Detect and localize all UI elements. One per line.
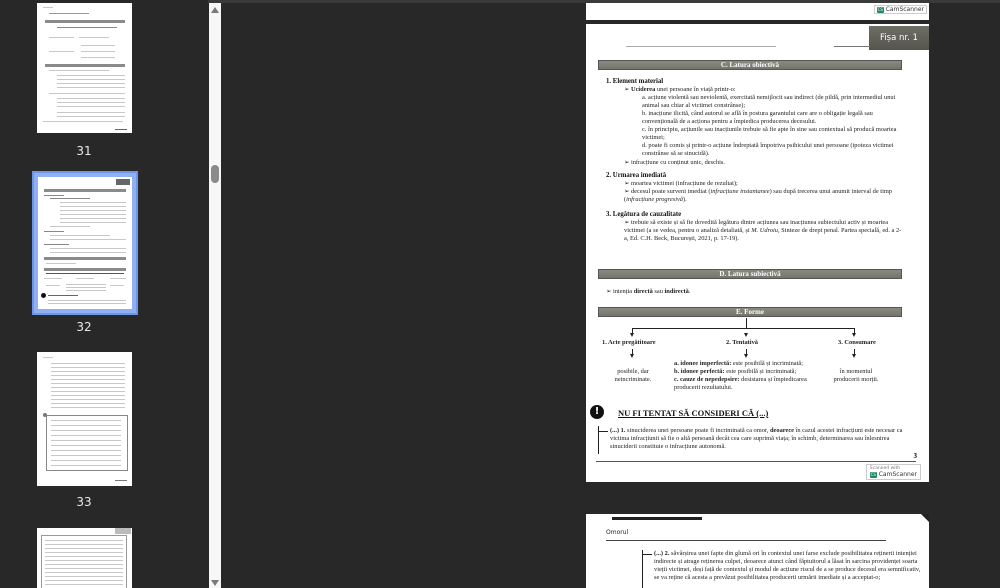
camscanner-logo-icon: CS — [870, 471, 876, 477]
bullet-decesul: ➢ decesul poate surveni imediat (infracțiune instantanee) sau după trecerea unui anumit interval de timp (infracțiune progresivă). — [624, 188, 893, 203]
arrow-down-icon — [852, 333, 856, 337]
item-c: c. în principiu, acțiunile sau inacțiunile trebuie să fie apte în sine sau contextual să producă moartea victimei; — [642, 126, 897, 141]
scroll-up-arrow-icon[interactable] — [211, 7, 219, 13]
thumbnail-sidebar — [0, 0, 208, 588]
item-b: b. inacțiune ilicită, când autorul se află în postura garantului care are o obligație legală sau convențională de a acționa pentru a împiedica producerea decesului. — [642, 110, 873, 125]
scroll-down-arrow-icon[interactable] — [211, 580, 219, 586]
document-page-current — [586, 24, 929, 482]
section-e-header: E. Forme — [598, 307, 902, 317]
form-consumare: 3. Consumare — [838, 339, 876, 346]
bullet-legatura: ➢ trebuie să existe și să fie dovedită legătura dintre acțiunea sau inacțiunea subiectului activ și moartea victimei (a se vedea, pentru o analiză detaliată, și M. Udroiu, Sinteze de drept penal. Partea specială, ed. a 2-a, Ed. C.H. Beck, București, 2021, p. 17-19). — [624, 219, 902, 242]
arrow-down-icon — [630, 333, 634, 337]
tentativa-a: a. idonee imperfectă: este posibilă și incriminată; — [674, 360, 804, 367]
bullet-intentia: ➢ intenția directă sau indirectă. — [606, 288, 691, 295]
thumbnail-page-33[interactable] — [37, 352, 132, 486]
thumbnail-label-31: 31 — [76, 144, 92, 158]
arrow-down-icon — [744, 354, 748, 358]
bullet-infractiune: ➢ infracțiune cu conținut unic, deschis. — [624, 159, 726, 166]
thumbnail-label-32: 32 — [76, 320, 92, 334]
page-tab-label: Fișa nr. 1 — [869, 26, 929, 50]
scanned-with-camscanner-badge: Scanned with CS CamScanner — [866, 464, 921, 480]
form-tentativa: 2. Tentativă — [726, 339, 758, 346]
next-page-text: (...) 2. săvârșirea unei fapte din glumă ori în contextul unei farse exclude posibilitatea reținerii intenției indirecte și atrage reținerea culpei, deoarece atunci când făptuitorul a lăsat în sarcina providenței soarta vieții victimei, deși față de contextul și modul de acțiune riscul de a se produce decesul era semnificativ, se va reține că acesta a prevăzut posibilitatea producerii urmării imediate și a acceptat-o; — [654, 550, 921, 581]
thumbnail-label-33: 33 — [76, 495, 92, 509]
section-d-header: D. Latura subiectivă — [598, 269, 902, 279]
bullet-moartea: ➢ moartea victimei (infracțiune de rezultat); — [624, 180, 738, 187]
arrow-down-icon — [744, 333, 748, 337]
heading-element-material: 1. Element material — [606, 78, 664, 85]
item-d: d. poate fi comis și printr-o acțiune îndreptată împotriva psihicului unei persoane (ipoteza victimei constrânse să se sinucidă). — [642, 142, 894, 157]
bullet-uciderea: ➢ Uciderea unei persoane în viață printr-o: — [624, 86, 736, 93]
arrow-down-icon — [630, 354, 634, 358]
scrollbar-thumb[interactable] — [211, 165, 219, 183]
thumbnail-page-31[interactable] — [37, 3, 132, 133]
exclamation-icon: ! — [590, 405, 604, 419]
page-number: 3 — [913, 452, 917, 460]
heading-urmarea: 2. Urmarea imediată — [606, 172, 667, 179]
tentativa-c: c. cauze de nepedepsire: desistarea și împiedicarea producerii rezultatului. — [674, 376, 807, 391]
running-header: Omorul — [606, 529, 629, 536]
warning-text: (...) 1. sinuciderea unei persoane poate fi incriminată ca omor, deoarece în cazul acestei infracțiuni este necesar ca victima infracțiunii să fie o altă persoană decât cea care suprimă viața; în schimb, determinarea sau înlesnirea sinuciderii constituie o infracțiune autonomă. — [610, 427, 903, 450]
camscanner-badge: CS CamScanner — [874, 5, 927, 14]
form-acte-pregatitoare: 1. Acte pregătitoare — [602, 339, 656, 346]
tentativa-b: b. idonee perfectă: este posibilă și incriminată; — [674, 368, 797, 375]
footer-rule — [596, 461, 916, 462]
consumare-text: în momentul producerii morții. — [833, 368, 879, 383]
section-c-header: C. Latura obiectivă — [598, 60, 902, 70]
sidebar-scrollbar[interactable] — [209, 3, 221, 588]
camscanner-logo-icon: CS — [877, 6, 883, 12]
thumbnail-page-34[interactable] — [37, 528, 132, 588]
acte-text: posibile, dar neincriminate. — [614, 368, 652, 383]
previous-page — [586, 3, 929, 20]
item-a: a. acțiune violentă sau neviolentă, exercitată nemijlocit sau indirect (de pildă, prin intermediul unui animal sau chiar al victimei constrânse); — [642, 94, 896, 109]
heading-legatura: 3. Legătura de cauzalitate — [606, 211, 682, 218]
header-rule-right — [834, 46, 870, 47]
header-rule — [626, 46, 776, 47]
arrow-down-icon — [852, 354, 856, 358]
thumbnail-page-32-selected[interactable] — [32, 171, 138, 315]
warning-title: NU FI TENTAT SĂ CONSIDERI CĂ (...) — [618, 408, 769, 418]
document-page-next — [586, 514, 929, 588]
